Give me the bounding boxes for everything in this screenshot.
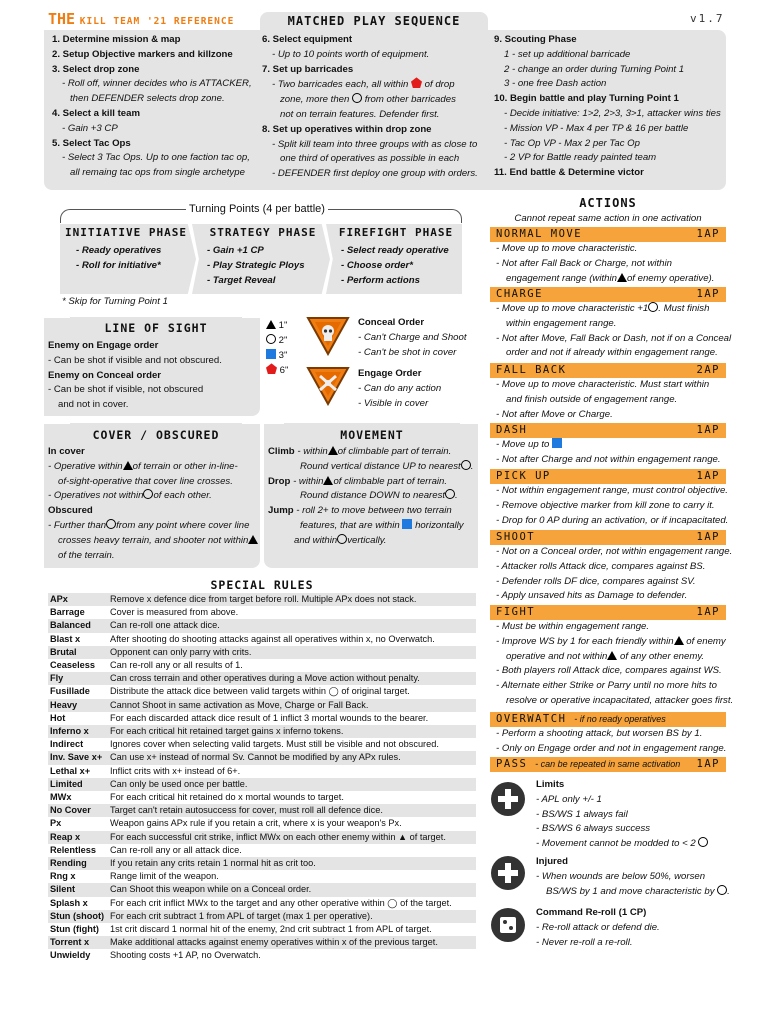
conceal-order-icon — [306, 316, 350, 356]
phase-initiative-items — [76, 244, 161, 274]
sequence-step: 6. Select equipment — [262, 34, 353, 45]
circle-icon — [352, 93, 362, 103]
special-rule-text: Opponent can only parry with crits. — [110, 646, 252, 657]
version-label: v1.7 — [690, 12, 725, 25]
special-rule-row — [48, 791, 476, 804]
page-header — [48, 10, 234, 26]
special-rules-heading: SPECIAL RULES — [210, 578, 314, 592]
cover-incover-title: In cover — [48, 446, 85, 457]
special-rule-text: For each crit inflict MWx to the target and any other operative within ◯ of the target. — [110, 897, 452, 908]
turning-note: * Skip for Turning Point 1 — [62, 296, 168, 307]
distance-label: 3" — [278, 349, 288, 361]
distance-2 — [266, 334, 288, 349]
injured-line: - When wounds are below 50%, worsen — [536, 870, 706, 882]
movement-jump: features, that are within horizontally — [300, 519, 464, 531]
header-title: KILL TEAM '21 REFERENCE — [79, 16, 235, 27]
special-rule-name: Rending — [50, 858, 87, 868]
special-rule-row — [48, 765, 476, 778]
action-fight-body: - Must be within engagement range. - Improve WS by 1 for each friendly within of enemy operative and not within of any other enemy. - Both players roll Attack dice, compares against WS. - Alternate either Strike or Parry until no more hits to resolve or operative incapacitated, attacker goes first. — [496, 621, 734, 706]
limits-line: - APL only +/- 1 — [536, 793, 602, 805]
los-heading: LINE OF SIGHT — [104, 321, 208, 335]
header-the: THE — [48, 10, 76, 28]
circle-icon — [445, 489, 455, 499]
sequence-step: 10. Begin battle and play Turning Point 1 — [494, 93, 679, 105]
movement-jump: and within vertically. — [294, 534, 387, 546]
cover-heading: COVER / OBSCURED — [92, 428, 220, 442]
special-rule-text: For each critical hit retained do x mortal wounds to target. — [110, 792, 344, 802]
special-rule-name: Limited — [50, 778, 83, 789]
special-rule-row — [48, 738, 476, 751]
sequence-step: - Tac Op VP - Max 2 per Tac Op — [504, 137, 640, 149]
conceal-order-text — [358, 316, 467, 360]
special-rule-row — [48, 646, 476, 659]
special-rule-row — [48, 949, 476, 962]
matched-play-heading: MATCHED PLAY SEQUENCE — [287, 14, 461, 28]
special-rule-name: MWx — [50, 792, 72, 802]
phase-item: - Roll for initiative* — [76, 259, 161, 271]
special-rule-name: Reap x — [50, 831, 81, 842]
los-body — [48, 339, 258, 413]
special-rule-text: Weapon gains APx rule if you retain a crit, where x is your weapon's Px. — [110, 818, 402, 829]
special-rule-name: Heavy — [50, 699, 78, 710]
special-rule-text: Distribute the attack dice between valid targets within ◯ of original target. — [110, 686, 410, 697]
sequence-step: - 2 VP for Battle ready painted team — [504, 152, 657, 164]
special-rule-text: If you retain any crits retain 1 normal hit as crit too. — [110, 858, 316, 868]
phase-item: - Gain +1 CP — [207, 245, 264, 256]
distance-label: 2" — [278, 334, 288, 346]
matched-col-3 — [494, 33, 728, 181]
special-rule-name: Hot — [50, 712, 66, 723]
special-rule-row — [48, 606, 476, 619]
pentagon-icon — [411, 77, 422, 88]
action-pick-up: PICK UP 1AP — [490, 469, 726, 484]
cover-line: of-sight-operative that cover line crosses. — [58, 475, 233, 487]
phase-item: - Target Reveal — [207, 274, 276, 286]
special-rule-name: Silent — [50, 884, 76, 895]
sequence-step: - Up to 10 points worth of equipment. — [272, 48, 430, 60]
action-fall-back: FALL BACK 2AP — [490, 363, 726, 378]
sequence-step: - Gain +3 CP — [62, 122, 118, 134]
action-overwatch: OVERWATCH - if no ready operatives — [490, 712, 726, 727]
limits-icon — [491, 782, 525, 816]
action-shoot-body: - Not on a Conceal order, not within engagement range. - Attacker rolls Attack dice, compares against BS. - Defender rolls DF dice, compares against SV. - Apply unsaved hits as Damage to defender. — [496, 546, 733, 602]
los-engage-line: - Can be shot if visible and not obscured. — [48, 354, 222, 366]
sequence-step: all remaing tac ops from single archetype — [70, 167, 245, 179]
movement-heading: MOVEMENT — [340, 428, 404, 442]
sequence-step: - Roll off, winner decides who is ATTACKER, — [62, 78, 252, 90]
special-rule-row — [48, 619, 476, 632]
action-fall-back-body: - Move up to move characteristic. Must start within and finish outside of engagement range. - Not after Move or Charge. — [496, 379, 710, 420]
sequence-step: 1. Determine mission & map — [52, 34, 181, 45]
action-normal-move-body: - Move up to move characteristic. - Not after Fall Back or Charge, not within engagement range (within of enemy operative). — [496, 243, 715, 284]
special-rule-name: Fly — [50, 673, 64, 684]
limits-text — [536, 778, 708, 852]
triangle-icon — [123, 461, 133, 470]
special-rule-row — [48, 831, 476, 844]
actions-heading: ACTIONS — [579, 196, 637, 210]
reroll-title: Command Re-roll (1 CP) — [536, 907, 647, 918]
sequence-step: 2 - change an order during Turning Point 1 — [504, 63, 685, 75]
sequence-step: 9. Scouting Phase — [494, 34, 577, 45]
reroll-text — [536, 906, 660, 950]
circle-icon — [461, 460, 471, 470]
special-rule-text: Ignores cover when selecting valid targets. Must still be visible and not obscured. — [110, 739, 439, 750]
special-rule-name: Splash x — [50, 897, 88, 908]
action-shoot: SHOOT 1AP — [490, 530, 726, 545]
movement-drop: Drop - within of climbable part of terrain. — [268, 475, 448, 487]
special-rule-text: Can re-roll any or all attack dice. — [110, 844, 242, 855]
special-rule-row — [48, 804, 476, 817]
special-rule-text: For each critical hit retained target gains x inferno tokens. — [110, 726, 344, 736]
sequence-step: 2. Setup Objective markers and killzone — [52, 48, 233, 60]
phase-firefight-items — [341, 244, 449, 288]
los-conceal-line: - Can be shot if visible, not obscured — [48, 384, 204, 396]
action-fight: FIGHT 1AP — [490, 605, 726, 620]
phase-firefight-name: FIREFIGHT PHASE — [338, 226, 454, 239]
triangle-icon — [266, 320, 276, 329]
los-conceal-title: Enemy on Conceal order — [48, 369, 162, 381]
special-rule-row — [48, 844, 476, 857]
movement-climb: Round vertical distance UP to nearest . — [300, 460, 474, 472]
square-icon — [266, 349, 276, 359]
sequence-step: 5. Select Tac Ops — [52, 137, 131, 149]
cover-line: - Operatives not within of each other. — [48, 490, 212, 502]
sequence-step: - DEFENDER first deploy one group with orders. — [272, 168, 478, 180]
limits-title: Limits — [536, 779, 565, 790]
sequence-step: - Select 3 Tac Ops. Up to one faction tac op, — [62, 152, 250, 164]
special-rule-text: Remove x defence dice from target before roll. Multiple APx does not stack. — [110, 594, 417, 604]
special-rule-text: For each crit subtract 1 from APL of target (max 1 per operative). — [110, 910, 373, 921]
sequence-step: - Split kill team into three groups with as close to — [272, 138, 478, 150]
cover-obscured-title: Obscured — [48, 505, 93, 517]
sequence-step: not on terrain features. Defender first. — [280, 108, 440, 120]
injured-line: BS/WS by 1 and move characteristic by . — [546, 885, 730, 897]
special-rule-row — [48, 633, 476, 646]
special-rule-row — [48, 883, 476, 896]
special-rule-name: Blast x — [50, 633, 81, 644]
sequence-step: - Mission VP - Max 4 per TP & 16 per battle — [504, 122, 689, 134]
triangle-icon — [607, 651, 617, 660]
distance-3 — [266, 349, 288, 364]
sequence-step: 3 - one free Dash action — [504, 78, 607, 90]
distance-1 — [266, 319, 288, 334]
distance-label: 6" — [279, 365, 289, 377]
sequence-step: 7. Set up barricades — [262, 63, 354, 75]
engage-order-icon — [306, 366, 350, 406]
engage-order-line: - Can do any action — [358, 382, 442, 394]
special-rule-row — [48, 897, 476, 910]
special-rule-text: Cannot Shoot in same activation as Move, Charge or Fall Back. — [110, 699, 369, 710]
action-normal-move: NORMAL MOVE 1AP — [490, 227, 726, 242]
triangle-icon — [323, 476, 333, 485]
circle-icon — [717, 885, 727, 895]
circle-icon — [698, 837, 708, 847]
action-charge-body: - Move up to move characteristic +1 . Must finish within engagement range. - Not after Move, Fall Back or Dash, not if on a Conceal order and not if already within engagement range. — [496, 303, 732, 359]
phase-item: - Choose order* — [341, 259, 413, 271]
special-rule-row — [48, 936, 476, 949]
special-rule-text: Can cross terrain and other operatives during a Move action without penalty. — [110, 673, 420, 684]
phase-item: - Play Strategic Ploys — [207, 259, 305, 271]
special-rule-name: Fusillade — [50, 686, 90, 697]
sequence-step: 3. Select drop zone — [52, 63, 140, 75]
limits-line: - BS/WS 1 always fail — [536, 808, 628, 820]
special-rule-row — [48, 725, 476, 738]
special-rule-text: Inflict crits with x+ instead of 6+. — [110, 765, 241, 776]
special-rule-row — [48, 778, 476, 791]
triangle-icon — [617, 273, 627, 282]
special-rule-name: Balanced — [50, 620, 91, 631]
los-conceal-line: and not in cover. — [58, 399, 129, 411]
special-rule-name: APx — [50, 594, 68, 604]
action-charge: CHARGE 1AP — [490, 287, 726, 302]
conceal-order-title: Conceal Order — [358, 317, 425, 328]
sequence-step: one third of operatives as possible in each — [280, 153, 460, 165]
conceal-order-line: - Can't be shot in cover — [358, 346, 457, 358]
special-rule-name: Px — [50, 818, 62, 829]
action-pick-up-body: - Not within engagement range, must control objective. - Remove objective marker from kill zone to carry it. - Drop for 0 AP during an activation, or if incapacitated. — [496, 485, 729, 526]
action-pass: PASS - can be repeated in same activation 1AP — [490, 757, 726, 772]
special-rule-text: For each discarded attack dice result of 1 inflict 3 mortal wounds to the bearer. — [110, 712, 429, 723]
special-rule-text: 1st crit discard 1 normal hit of the enemy, 2nd crit subtract 1 from APL of target. — [110, 924, 432, 934]
special-rule-text: Can only be used once per battle. — [110, 778, 248, 789]
special-rule-row — [48, 593, 476, 606]
circle-icon — [143, 489, 153, 499]
cover-line: crosses heavy terrain, and shooter not within — [48, 534, 262, 549]
circle-icon — [266, 334, 276, 344]
special-rule-text: After shooting do shooting attacks against all operatives within x, no Overwatch. — [110, 633, 435, 644]
cover-body — [48, 445, 262, 563]
cover-line: of the terrain. — [58, 549, 115, 561]
special-rule-name: Barrage — [50, 607, 85, 618]
distance-6 — [266, 363, 288, 379]
special-rule-name: Ceaseless — [50, 660, 95, 670]
special-rule-name: Torrent x — [50, 937, 90, 948]
special-rule-text: Shooting costs +1 AP, no Overwatch. — [110, 950, 261, 961]
action-dash-body: - Move up to - Not after Charge and not within engagement range. — [496, 439, 721, 465]
special-rule-text: Can use x+ instead of normal Sv. Cannot be modified by any APx rules. — [110, 752, 401, 763]
reroll-icon — [491, 908, 525, 942]
special-rule-text: Cover is measured from above. — [110, 607, 239, 618]
phase-item: - Select ready operative — [341, 245, 449, 256]
sequence-step: 1 - set up additional barricade — [504, 48, 631, 60]
special-rule-name: Brutal — [50, 646, 77, 657]
special-rule-row — [48, 672, 476, 685]
movement-jump: Jump - roll 2+ to move between two terrain — [268, 505, 452, 517]
special-rule-name: Unwieldy — [50, 950, 91, 961]
special-rule-name: Indirect — [50, 739, 84, 750]
special-rule-text: Can re-roll one attack dice. — [110, 620, 220, 631]
sequence-step: 4. Select a kill team — [52, 107, 140, 119]
sequence-step: 8. Set up operatives within drop zone — [262, 123, 432, 135]
special-rule-text: For each successful crit strike, inflict MWx on each other enemy within ▲ of target. — [110, 831, 446, 842]
special-rule-name: Stun (shoot) — [50, 910, 105, 921]
special-rule-name: Inv. Save x+ — [50, 752, 103, 763]
special-rule-name: Relentless — [50, 844, 96, 855]
special-rule-text: Range limit of the weapon. — [110, 871, 219, 882]
turning-caption: Turning Points (4 per battle) — [186, 203, 328, 215]
special-rule-row — [48, 712, 476, 725]
matched-col-2 — [262, 33, 492, 182]
special-rule-row — [48, 685, 476, 698]
phase-strategy-name: STRATEGY PHASE — [209, 226, 317, 239]
special-rule-text: Make additional attacks against enemy operatives within x of the previous target. — [110, 937, 438, 948]
cover-line: - Further than from any point where cover line — [48, 519, 250, 531]
special-rule-row — [48, 857, 476, 870]
distance-key — [266, 319, 288, 379]
sequence-step: then DEFENDER selects drop zone. — [70, 93, 225, 105]
triangle-icon — [674, 636, 684, 645]
phase-strategy-items — [207, 244, 305, 288]
actions-subheading: Cannot repeat same action in one activation — [514, 213, 702, 224]
engage-order-line: - Visible in cover — [358, 397, 429, 409]
sequence-step: zone, more then from other barricades — [280, 94, 456, 106]
circle-icon — [106, 519, 116, 529]
special-rule-name: No Cover — [50, 805, 91, 816]
triangle-icon — [248, 535, 258, 544]
injured-text — [536, 855, 730, 899]
sequence-step: - Two barricades each, all within of drop — [272, 79, 455, 91]
special-rule-text: Can Shoot this weapon while on a Conceal order. — [110, 884, 312, 895]
special-rule-name: Rng x — [50, 871, 76, 882]
movement-body — [268, 445, 478, 549]
phase-initiative-name: INITIATIVE PHASE — [65, 226, 187, 239]
matched-col-1 — [52, 33, 262, 181]
special-rule-row — [48, 751, 476, 764]
reroll-line: - Re-roll attack or defend die. — [536, 921, 660, 933]
special-rule-name: Inferno x — [50, 726, 89, 736]
special-rule-name: Lethal x+ — [50, 765, 91, 776]
circle-icon — [337, 534, 347, 544]
conceal-order-line: - Can't Charge and Shoot — [358, 331, 467, 343]
reroll-line: - Never re-roll a re-roll. — [536, 936, 633, 948]
injured-icon — [491, 856, 525, 890]
sequence-step: - Decide initiative: 1>2, 2>3, 3>1, attacker wins ties — [504, 107, 721, 119]
movement-climb: Climb - within of climbable part of terrain. — [268, 446, 452, 457]
special-rule-row — [48, 817, 476, 830]
circle-icon — [648, 302, 658, 312]
special-rule-row — [48, 923, 476, 936]
square-icon — [552, 438, 562, 448]
special-rule-row — [48, 870, 476, 883]
limits-line: - BS/WS 6 always success — [536, 823, 651, 835]
special-rule-row — [48, 659, 476, 672]
special-rule-name: Stun (fight) — [50, 924, 99, 934]
cover-line: - Operative within of terrain or other in-line- — [48, 460, 238, 472]
distance-label: 1" — [278, 320, 288, 331]
phase-item: - Ready operatives — [76, 245, 162, 256]
movement-drop: Round distance DOWN to nearest . — [300, 490, 458, 502]
special-rule-row — [48, 699, 476, 712]
triangle-icon — [328, 446, 338, 455]
action-dash: DASH 1AP — [490, 423, 726, 438]
injured-title: Injured — [536, 856, 568, 867]
special-rule-row — [48, 910, 476, 923]
special-rule-text: Can re-roll any or all results of 1. — [110, 660, 243, 670]
pentagon-icon — [266, 363, 277, 374]
special-rule-text: Target can't retain autosuccess for cover, must roll all defence dice. — [110, 805, 383, 816]
los-engage-title: Enemy on Engage order — [48, 340, 159, 351]
sequence-step: 11. End battle & Determine victor — [494, 167, 644, 179]
engage-order-text — [358, 367, 441, 411]
square-icon — [402, 519, 412, 529]
limits-line: - Movement cannot be modded to < 2 — [536, 837, 708, 852]
action-overwatch-body: - Perform a shooting attack, but worsen BS by 1. - Only on Engage order and not in engagement range. — [496, 728, 727, 754]
phase-item: - Perform actions — [341, 274, 420, 286]
engage-order-title: Engage Order — [358, 368, 422, 379]
